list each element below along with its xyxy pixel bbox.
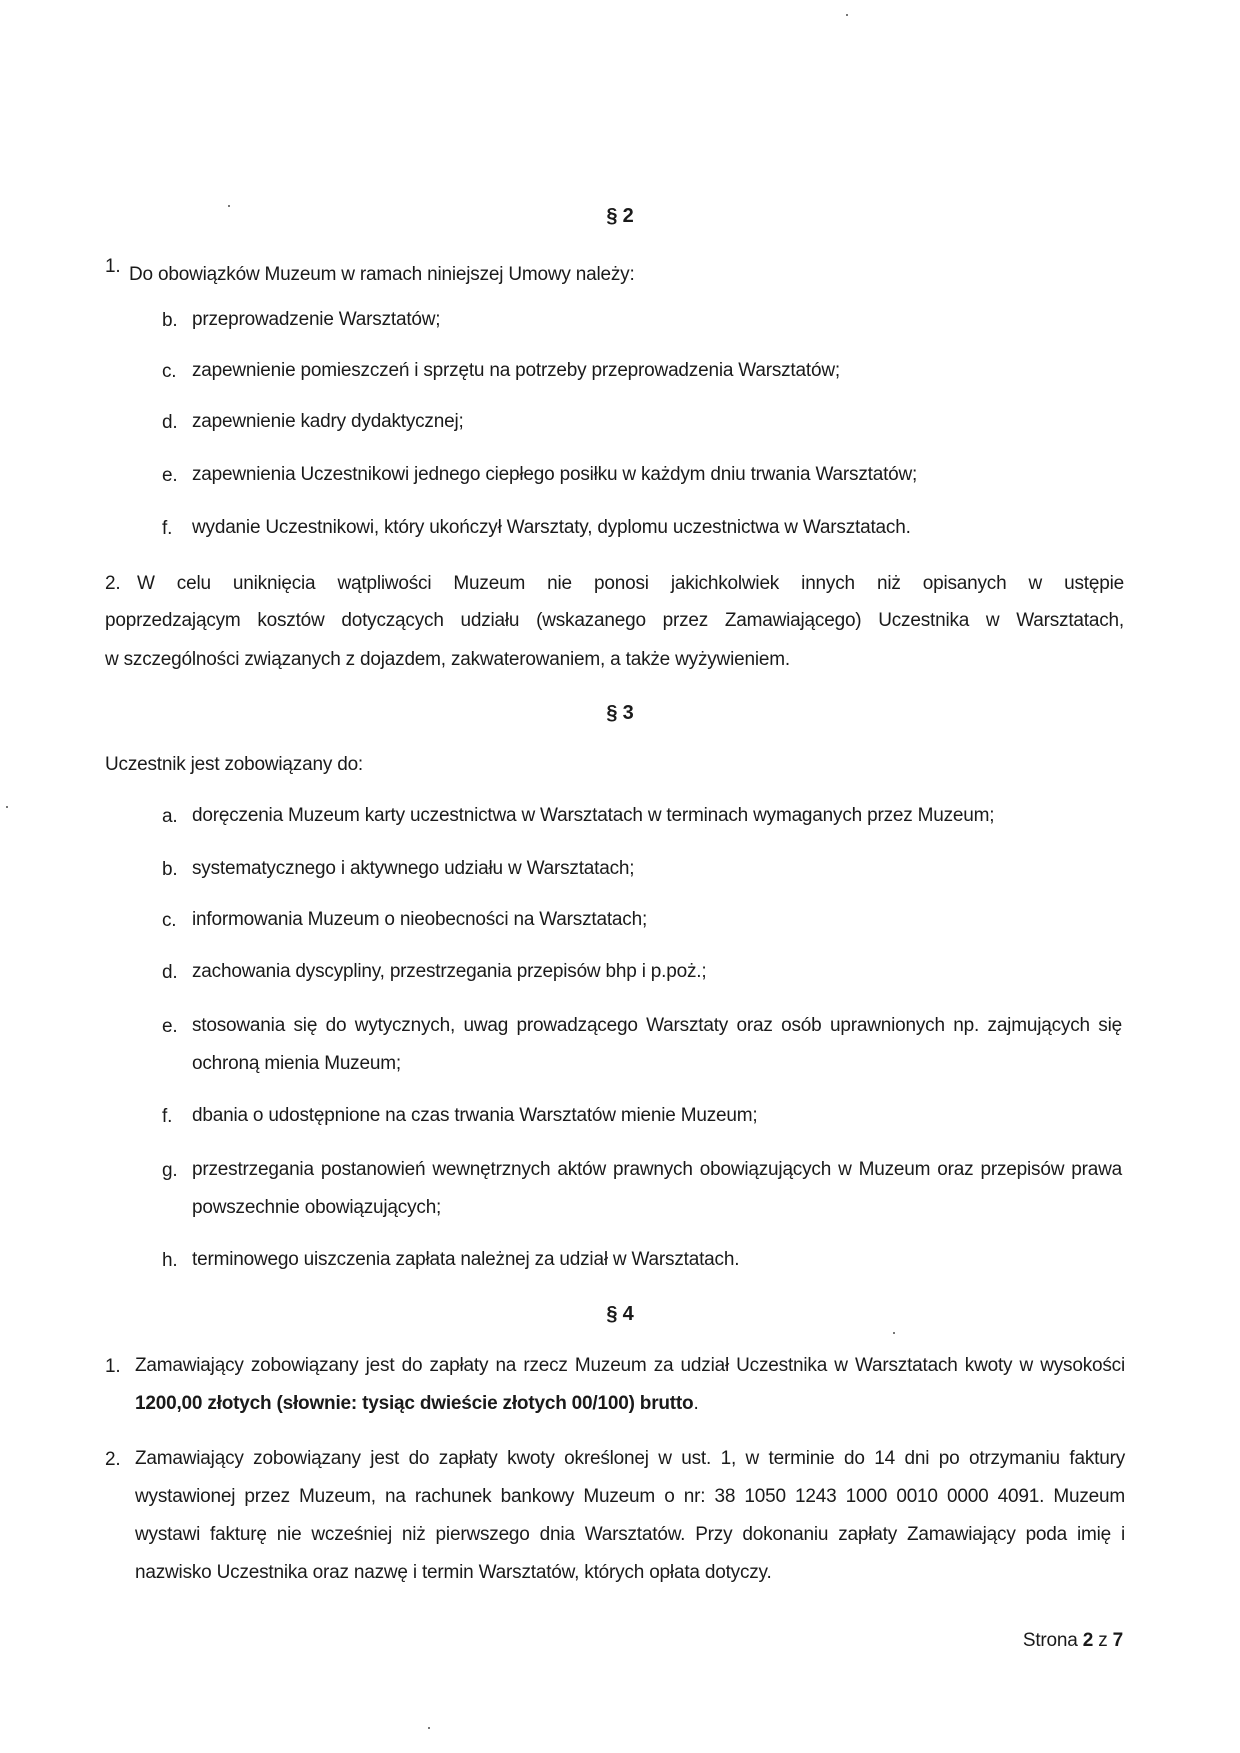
item-letter: c. <box>162 361 177 382</box>
item-text: zapewnienie kadry dydaktycznej; <box>192 411 464 432</box>
item-letter: c. <box>162 910 177 931</box>
item-text: systematycznego i aktywnego udziału w Warsztatach; <box>192 858 635 879</box>
point-text-part: . <box>693 1393 699 1414</box>
item-letter: b. <box>162 859 178 880</box>
footer-total: 7 <box>1112 1630 1123 1651</box>
amount-bold: 1200,00 złotych (słownie: tysiąc dwieście złotych 00/100) brutto <box>135 1393 694 1414</box>
section-3-intro: Uczestnik jest zobowiązany do: <box>105 754 364 775</box>
item-letter: e. <box>162 465 178 486</box>
point-text: Zamawiający zobowiązany jest do zapłaty kwoty określonej w ust. 1, w terminie do 14 dni po otrzymaniu faktury wystawionej przez Muzeum, na rachunek bankowy Muzeum o nr: 38 1050 1243 1000 0010 0000 4091. Muzeum wystawi fakturę nie wcześniej niż pierwszego dnia Warsztatów. Przy dokonaniu zapłaty Zamawiający poda imię i nazwisko Uczestnika oraz nazwę i termin Warsztatów, których opłata dotyczy. <box>135 1448 1125 1583</box>
point-number: 2. <box>105 1449 121 1470</box>
item-text: dbania o udostępnione na czas trwania Warsztatów mienie Muzeum; <box>192 1105 758 1126</box>
footer-page: 2 <box>1082 1630 1094 1651</box>
scan-speck <box>846 14 848 16</box>
section-4-heading: § 4 <box>606 1303 634 1325</box>
item-letter: g. <box>162 1160 178 1181</box>
point-number: 1. <box>105 256 121 277</box>
item-text: zapewnienie pomieszczeń i sprzętu na potrzeby przeprowadzenia Warsztatów; <box>192 360 840 381</box>
section-2-point-2-line-2: poprzedzającym kosztów dotyczących udziału (wskazanego przez Zamawiającego) Uczestnika w Warsztatach, <box>105 610 1124 631</box>
item-letter: e. <box>162 1016 178 1037</box>
item-letter: f. <box>162 518 173 539</box>
item-letter: d. <box>162 962 178 983</box>
point-number: 1. <box>105 1356 121 1377</box>
item-text: zachowania dyscypliny, przestrzegania przepisów bhp i p.poż.; <box>192 961 707 982</box>
point-text-part: Zamawiający zobowiązany jest do zapłaty na rzecz Muzeum za udział Uczestnika w Warsztatach kwoty w wysokości <box>135 1355 1125 1376</box>
item-letter: a. <box>162 806 178 827</box>
item-text: przeprowadzenie Warsztatów; <box>192 309 441 330</box>
footer-of: z <box>1098 1630 1108 1651</box>
item-letter: f. <box>162 1106 173 1127</box>
page-number-footer <box>1023 1630 1123 1652</box>
item-text: terminowego uiszczenia zapłata należnej za udział w Warsztatach. <box>192 1249 740 1270</box>
section-2-point-2-line-3: w szczególności związanych z dojazdem, zakwaterowaniem, a także wyżywieniem. <box>105 649 790 670</box>
footer-label: Strona <box>1022 1630 1078 1651</box>
item-text: informowania Muzeum o nieobecności na Warsztatach; <box>192 909 648 930</box>
section-3-heading: § 3 <box>606 702 634 724</box>
item-letter: d. <box>162 412 178 433</box>
scan-speck <box>893 1332 895 1334</box>
item-text: zapewnienia Uczestnikowi jednego ciepłego posiłku w każdym dniu trwania Warsztatów; <box>192 464 918 485</box>
item-text: przestrzegania postanowień wewnętrznych aktów prawnych obowiązujących w Muzeum oraz przepisów prawa powszechnie obowiązujących; <box>192 1159 1122 1218</box>
item-text: wydanie Uczestnikowi, który ukończył Warsztaty, dyplomu uczestnictwa w Warsztatach. <box>192 517 911 538</box>
point-text <box>135 1347 1125 1423</box>
item-letter: b. <box>162 310 178 331</box>
section-2-heading: § 2 <box>606 205 634 227</box>
scan-speck <box>6 806 8 808</box>
point-text: Do obowiązków Muzeum w ramach niniejszej Umowy należy: <box>129 264 635 285</box>
section-2-point-2-number: 2. <box>105 573 121 594</box>
scan-speck <box>428 1727 430 1729</box>
item-text: stosowania się do wytycznych, uwag prowadzącego Warsztaty oraz osób uprawnionych np. zajmujących się ochroną mienia Muzeum; <box>192 1015 1122 1074</box>
item-text: doręczenia Muzeum karty uczestnictwa w Warsztatach w terminach wymaganych przez Muzeum; <box>192 805 995 826</box>
item-letter: h. <box>162 1250 178 1271</box>
section-2-point-2-line-1: W celu uniknięcia wątpliwości Muzeum nie ponosi jakichkolwiek innych niż opisanych w ustępie <box>137 573 1124 594</box>
